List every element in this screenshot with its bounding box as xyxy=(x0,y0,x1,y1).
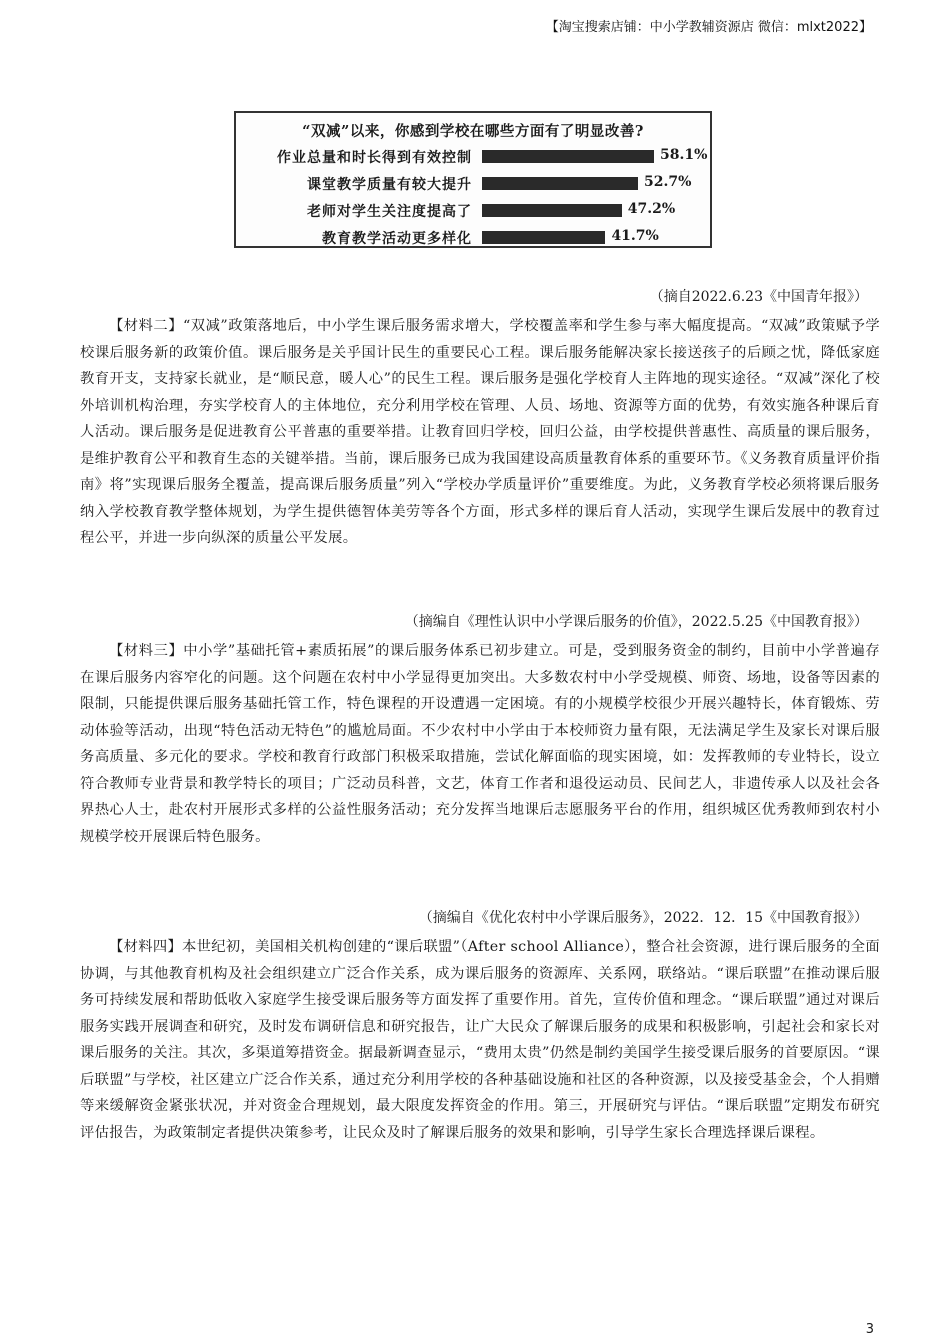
chart-value-label: 47.2% xyxy=(627,201,676,217)
chart-bar xyxy=(482,150,654,163)
chart-value-label: 58.1% xyxy=(660,147,708,163)
chart-value-label: 41.7% xyxy=(611,228,659,244)
chart-category-label: 作业总量和时长得到有效控制 xyxy=(277,150,472,166)
chart-row xyxy=(236,199,710,223)
material-three-paragraph: 【材料三】中小学”基础托管+素质拓展”的课后服务体系已初步建立。可是，受到服务资金的制约，目前中小学普遍存在课后服务内容窄化的问题。这个问题在农村中小学显得更加突出。大多数农村中小学受规模、师资、场地，设备等因素的限制，只能提供课后服务基础托管工作，特色课程的开设遭遇一定困境。有的小规模学校很少开展兴趣特长，体育锻炼、劳动体验等活动，出现“特色活动无特色”的尴尬局面。不少农村中小学由于本校师资力量有限，无法满足学生及家长对课后服务高质量、多元化的要求。学校和教育行政部门积极采取措施，尝试化解面临的现实困境，如：发挥教师的专业特长，设立符合教师专业背景和教学特长的项目；广泛动员科普，文艺，体育工作者和退役运动员、民间艺人，非遗传承人以及社会各界热心人士，赴农村开展形式多样的公益性服务活动；充分发挥当地课后志愿服务平台的作用，组织城区优秀教师到农村小规模学校开展课后特色服务。 xyxy=(80,643,880,845)
chart-category-label: 教育教学活动更多样化 xyxy=(322,231,472,247)
source-citation-2: （摘编自《理性认识中小学课后服务的价值》，2022.5.25《中国教育报》） xyxy=(404,614,868,630)
chart-bar xyxy=(482,177,638,190)
page-number: 3 xyxy=(865,1322,874,1337)
material-two-paragraph: 【材料二】“双减”政策落地后，中小学生课后服务需求增大，学校覆盖率和学生参与率大幅度提高。“双减”政策赋予学校课后服务新的政策价值。课后服务是关乎国计民生的重要民心工程。课后服务能解决家长接送孩子的后顾之忧，降低家庭教育开支，支持家长就业，是“顺民意，暖人心”的民生工程。课后服务是强化学校育人主阵地的现实途径。“双减”深化了校外培训机构治理，夯实学校育人的主体地位，充分利用学校在管理、人员、场地、资源等方面的优势，有效实施各种课后育人活动。课后服务是促进教育公平普惠的重要举措。让教育回归学校，回归公益，由学校提供普惠性、高质量的课后服务，是维护教育公平和教育生态的关键举措。当前，课后服务已成为我国建设高质量教育体系的重要环节。《义务教育质量评价指南》将”实现课后服务全覆盖，提高课后服务质量”列入“学校办学质量评价”重要维度。为此，义务教育学校必须将课后服务纳入学校教育教学整体规划，为学生提供德智体美劳等各个方面，形式多样的课后育人活动，实现学生课后发展中的教育过程公平，并进一步向纵深的质量公平发展。 xyxy=(80,318,880,546)
chart-category-label: 课堂教学质量有较大提升 xyxy=(307,177,472,193)
source-citation-1: （摘自2022.6.23《中国青年报》） xyxy=(649,289,868,305)
chart-bar xyxy=(482,231,605,244)
chart-value-label: 52.7% xyxy=(644,174,692,190)
source-citation-3: （摘编自《优化农村中小学课后服务》，2022．12．15《中国教育报》） xyxy=(418,910,868,926)
chart-row xyxy=(236,172,710,196)
survey-bar-chart xyxy=(234,111,712,248)
chart-row xyxy=(236,145,710,169)
chart-title: “双减”以来，你感到学校在哪些方面有了明显改善? xyxy=(302,123,644,140)
page-header: 【淘宝搜索店铺：中小学教辅资源店 微信：mlxt2022】 xyxy=(545,20,872,35)
chart-category-label: 老师对学生关注度提高了 xyxy=(307,204,472,220)
chart-row xyxy=(236,226,710,250)
chart-bar xyxy=(482,204,622,217)
material-four-paragraph: 【材料四】本世纪初，美国相关机构创建的“课后联盟”（After school Alliance），整合社会资源，进行课后服务的全面协调，与其他教育机构及社会组织建立广泛合作关系，成为课后服务的资源库、关系网，联络站。“课后联盟”在推动课后服务可持续发展和帮助低收入家庭学生接受课后服务等方面发挥了重要作用。首先，宣传价值和理念。“课后联盟”通过对课后服务实践开展调查和研究，及时发布调研信息和研究报告，让广大民众了解课后服务的成果和积极影响，引起社会和家长对课后服务的关注。其次，多渠道筹措资金。据最新调查显示，“费用太贵”仍然是制约美国学生接受课后服务的首要原因。“课后联盟”与学校，社区建立广泛合作关系，通过充分利用学校的各种基础设施和社区的各种资源，以及接受基金会，个人捐赠等来缓解资金紧张状况，并对资金合理规划，最大限度发挥资金的作用。第三，开展研究与评估。“课后联盟”定期发布研究评估报告，为政策制定者提供决策参考，让民众及时了解课后服务的效果和影响，引导学生家长合理选择课后课程。 xyxy=(80,939,880,1141)
